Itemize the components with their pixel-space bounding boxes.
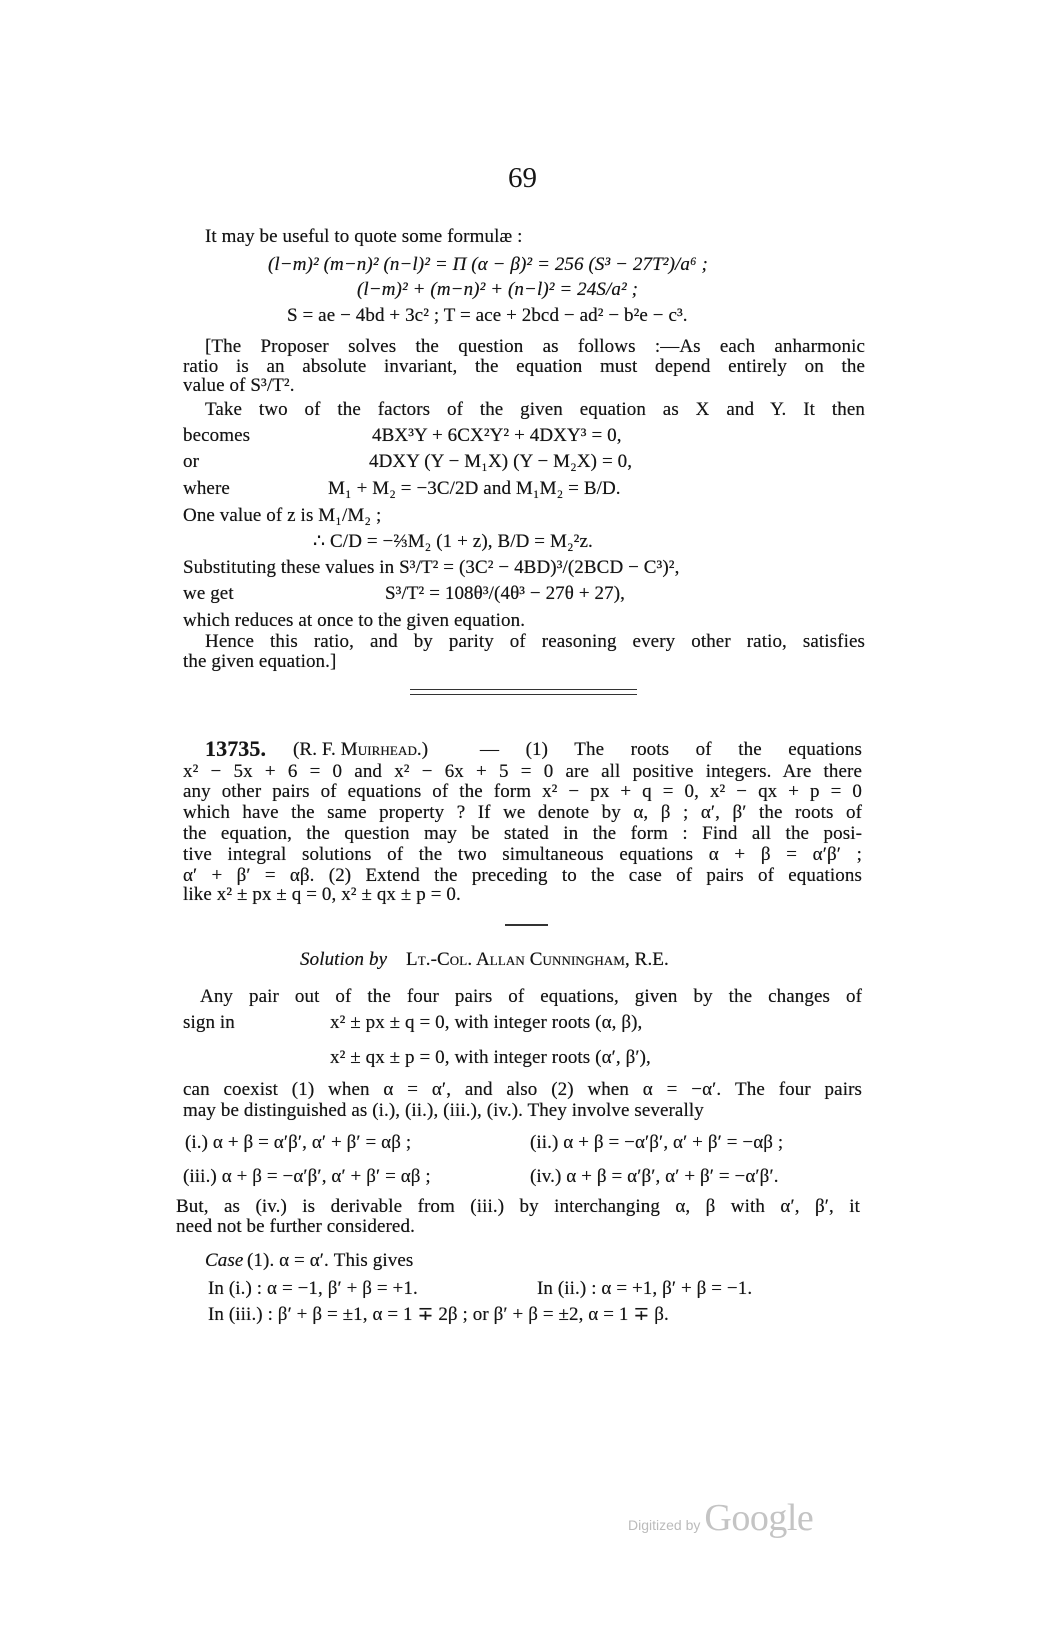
formula-2: (l−m)² + (m−n)² + (n−l)² = 24S/a² ;: [357, 279, 639, 300]
case-heading: (1). α = α′. This gives: [247, 1250, 414, 1271]
paragraph-line: Hence this ratio, and by parity of reasoning every other ratio, satisfies: [205, 631, 865, 652]
paragraph-line: One value of z is M₁/M₂ ;: [183, 505, 382, 526]
google-logo: Google: [704, 1497, 814, 1539]
question-line: the equation, the question may be stated in the form : Find all the posi-: [183, 823, 862, 844]
case-iii: (iii.) α + β = −α′β′, α′ + β′ = αβ ;: [183, 1166, 431, 1187]
solution-equation-1: x² ± px ± q = 0, with integer roots (α, β),: [330, 1012, 643, 1033]
solution-line: can coexist (1) when α = α′, and also (2) when α = −α′. The four pairs: [183, 1079, 862, 1100]
paragraph-line: the given equation.]: [183, 651, 337, 672]
case-i: (i.) α + β = α′β′, α′ + β′ = αβ ;: [185, 1132, 412, 1153]
paragraph-line: ratio is an absolute invariant, the equation must depend entirely on the: [183, 356, 865, 377]
paragraph-line: Substituting these values in S³/T² = (3C² − 4BD)³/(2BCD − C³)²,: [183, 557, 680, 578]
case-ii: (ii.) α + β = −α′β′, α′ + β′ = −αβ ;: [530, 1132, 784, 1153]
paragraph-line: [The Proposer solves the question as follows :—As each anharmonic: [205, 336, 865, 357]
solution-line: Any pair out of the four pairs of equations, given by the changes of: [200, 986, 862, 1007]
label-or: or: [183, 451, 200, 472]
solution-equation-2: x² ± qx ± p = 0, with integer roots (α′, β′),: [330, 1047, 651, 1068]
equation-2: 4DXY (Y − M₁X) (Y − M₂X) = 0,: [369, 451, 633, 472]
watermark-prefix: Digitized by: [628, 1517, 701, 1533]
question-line: α′ + β′ = αβ. (2) Extend the preceding to the case of pairs of equations: [183, 865, 862, 886]
divider-rule: [410, 694, 637, 695]
paragraph-line: value of S³/T².: [183, 375, 295, 396]
result-i: In (i.) : α = −1, β′ + β = +1.: [208, 1278, 418, 1299]
intro-text: It may be useful to quote some formulæ :: [205, 226, 523, 247]
google-watermark: [628, 1496, 813, 1540]
solution-author: Lt.-Col. Allan Cunningham, R.E.: [406, 949, 669, 970]
result-ii: In (ii.) : α = +1, β′ + β = −1.: [537, 1278, 753, 1299]
label-becomes: becomes: [183, 425, 251, 446]
formula-1: (l−m)² (m−n)² (n−l)² = Π (α − β)² = 256 (S³ − 27T²)/a⁶ ;: [268, 254, 708, 275]
equation-4: ∴ C/D = −⅔M₂ (1 + z), B/D = M₂²z.: [313, 531, 593, 552]
equation-3: M₁ + M₂ = −3C/2D and M₁M₂ = B/D.: [328, 478, 621, 499]
question-line: like x² ± px ± q = 0, x² ± qx ± p = 0.: [183, 884, 461, 905]
label-we-get: we get: [183, 583, 234, 604]
question-line: tive integral solutions of the two simultaneous equations α + β = α′β′ ;: [183, 844, 862, 865]
result-iii: In (iii.) : β′ + β = ±1, α = 1 ∓ 2β ; or β′ + β = ±2, α = 1 ∓ β.: [208, 1304, 669, 1325]
divider-rule: [410, 689, 637, 690]
question-number: 13735.: [205, 736, 267, 761]
formula-3: S = ae − 4bd + 3c² ; T = ace + 2bcd − ad² − b²e − c³.: [287, 305, 688, 326]
question-line: — (1) The roots of the equations: [480, 739, 862, 760]
case-iv: (iv.) α + β = α′β′, α′ + β′ = −α′β′.: [530, 1166, 779, 1187]
equation-5: S³/T² = 108θ³/(4θ³ − 27θ + 27),: [385, 583, 625, 604]
solution-by: Solution by: [300, 949, 388, 970]
case-label: Case: [205, 1250, 244, 1271]
solution-line: But, as (iv.) is derivable from (iii.) by interchanging α, β with α′, β′, it: [176, 1196, 860, 1217]
label-sign-in: sign in: [183, 1012, 235, 1033]
question-line: any other pairs of equations of the form x² − px + q = 0, x² − qx + p = 0: [183, 781, 862, 802]
question-author: (R. F. Muirhead.): [293, 739, 429, 760]
solution-line: need not be further considered.: [176, 1216, 415, 1237]
short-rule: [505, 924, 548, 926]
question-line: which have the same property ? If we denote by α, β ; α′, β′ the roots of: [183, 802, 862, 823]
solution-line: may be distinguished as (i.), (ii.), (iii.), (iv.). They involve severally: [183, 1100, 704, 1121]
paragraph-line: which reduces at once to the given equation.: [183, 610, 526, 631]
equation-1: 4BX³Y + 6CX²Y² + 4DXY³ = 0,: [372, 425, 622, 446]
paragraph-line: Take two of the factors of the given equation as X and Y. It then: [205, 399, 865, 420]
page-number: 69: [508, 162, 537, 194]
label-where: where: [183, 478, 230, 499]
question-line: x² − 5x + 6 = 0 and x² − 6x + 5 = 0 are all positive integers. Are there: [183, 761, 862, 782]
